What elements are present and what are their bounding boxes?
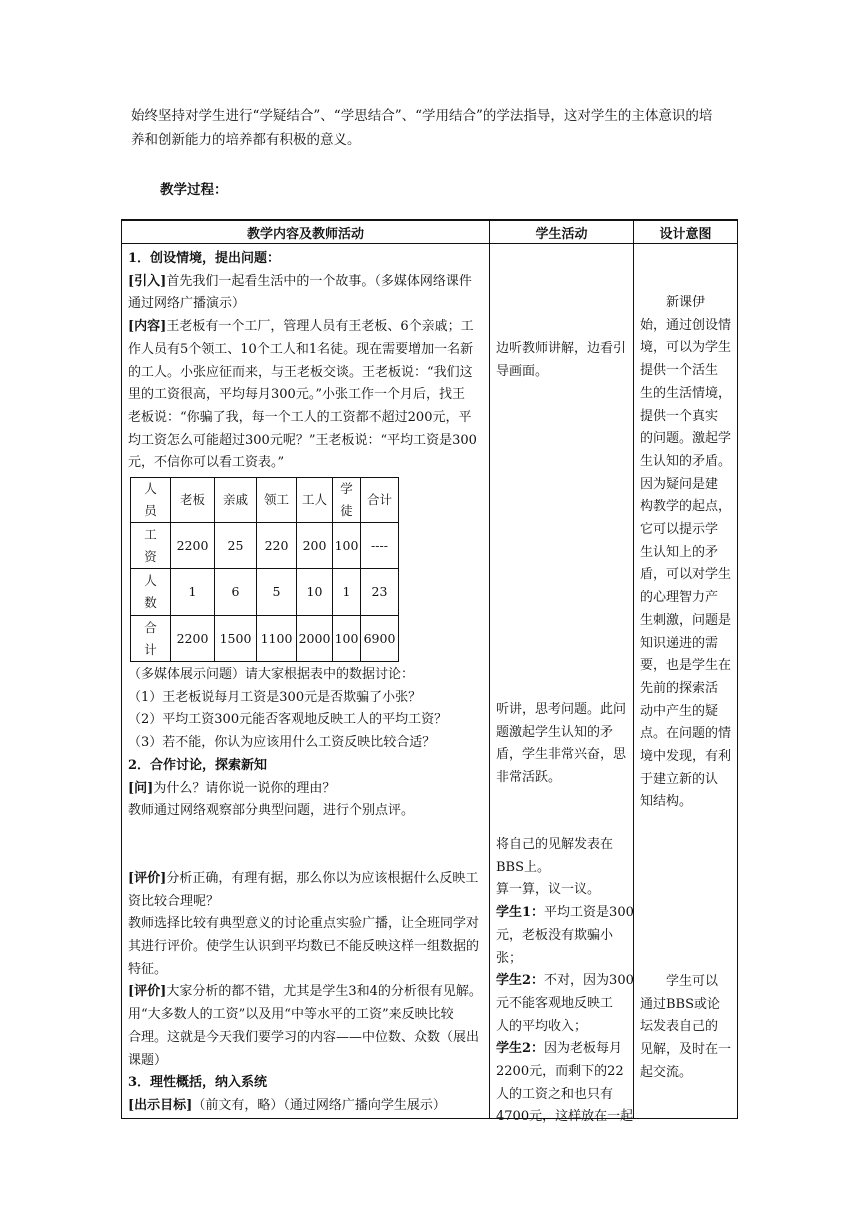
student-text-line: 算一算，议一议。 — [496, 882, 601, 898]
salary-cell: 1500 — [215, 616, 257, 662]
salary-cell: 200 — [297, 523, 333, 569]
intent-text-line: 生刺激，问题是 — [640, 612, 732, 628]
student-text-line: 人的平均收入； — [496, 1018, 588, 1034]
intent-text-line: 提供一个活生 — [640, 363, 719, 379]
design-intent-block-1 — [640, 292, 733, 814]
intent-text-line: 提供一个真实 — [640, 408, 719, 424]
salary-header-cell: 合计 — [361, 478, 399, 523]
intent-text-line: 境中发现，有利 — [640, 749, 732, 765]
student-text-line: 听讲，思考问题。此问 — [496, 702, 627, 717]
intent-text-line: 境，可以为学生 — [640, 340, 732, 356]
question-1: （1）王老板说每月工资是300元是否欺骗了小张？ — [128, 689, 422, 705]
intent-text-line: 学生可以 — [666, 974, 719, 989]
intent-text-line: 的问题。激起学 — [640, 431, 732, 447]
intent-text-line: 通过BBS或论 — [640, 996, 721, 1012]
salary-row — [131, 616, 399, 662]
student-text-line: 2200元，而剩下的22 — [496, 1064, 624, 1080]
salary-table — [130, 477, 399, 662]
intent-text-line: 的心理智力产 — [640, 590, 719, 606]
student-text-line: 导画面。 — [496, 363, 549, 379]
salary-header-cell: 学徒 — [333, 478, 361, 523]
intent-text-line: 生的生活情境， — [640, 385, 732, 401]
student-text-line: 4700元，这样放在一起 — [496, 1109, 634, 1125]
salary-cell: 2000 — [297, 616, 333, 662]
student-1-line: 学生1：平均工资是300 — [496, 905, 634, 921]
question-2: （2）平均工资300元能否客观地反映工人的平均工资？ — [128, 712, 448, 728]
student-text-line: 边听教师讲解，边看引 — [496, 341, 627, 356]
question-3: （3）若不能，你认为应该用什么工资反映比较合适？ — [128, 735, 436, 751]
student-text-line: 将自己的见解发表在 — [496, 837, 614, 852]
intro-line-1: 始终坚持对学生进行“学疑结合”、“学思结合”、“学用结合”的学法指导，这对学生的主体意识的培 — [131, 108, 713, 124]
intent-text-line: 知识递进的需 — [640, 635, 719, 651]
yinru-line-1: [引入]首先我们一起看生活中的一个故事。（多媒体网络课件 — [128, 273, 472, 289]
student-activity-block-3 — [496, 834, 634, 1129]
salary-cell: 100 — [333, 616, 361, 662]
wen-line: [问]为什么？请你说一说你的理由？ — [128, 780, 336, 796]
pingjia-1-line-1: [评价]分析正确，有理有据，那么你以为应该根据什么反映工 — [128, 870, 479, 886]
salary-cell: 1100 — [257, 616, 297, 662]
student-text-line: 人的工资之和也只有 — [496, 1086, 614, 1102]
student-2b-line: 学生2：因为老板每月 — [496, 1041, 623, 1057]
teacher-activity-cell — [122, 244, 490, 1119]
salary-cell: 6 — [215, 569, 257, 616]
student-text-line: BBS上。 — [496, 859, 551, 875]
student-activity-block-1 — [496, 338, 629, 383]
student-text-line: 元，老板没有欺骗小 — [496, 927, 614, 943]
student-text-line: 盾，学生非常兴奋，思 — [496, 747, 627, 763]
intent-text-line: 它可以提示学 — [640, 522, 719, 538]
pingjia-2-line-2: 用“大多数人的工资”以及用“中等水平的工资”来反映比较 — [128, 1007, 454, 1023]
salary-row — [131, 569, 399, 616]
salary-row — [131, 523, 399, 569]
salary-row-label: 合计 — [131, 616, 171, 662]
intent-text-line: 坛发表自己的 — [640, 1019, 719, 1035]
design-intent-block-2 — [640, 971, 733, 1085]
salary-row-label: 工资 — [131, 523, 171, 569]
intent-text-line: 先前的探索活 — [640, 680, 719, 696]
salary-cell: 5 — [257, 569, 297, 616]
intent-text-line: 始，通过创设情 — [640, 317, 732, 333]
design-intent-cell — [634, 244, 738, 1119]
intent-text-line: 于建立新的认 — [640, 771, 719, 787]
salary-header-cell: 工人 — [297, 478, 333, 523]
intent-text-line: 构教学的起点， — [640, 499, 732, 515]
intent-text-line: 点。在问题的情 — [640, 726, 732, 742]
intent-text-line: 要，也是学生在 — [640, 658, 732, 674]
discussion-intro: （多媒体展示问题）请大家根据表中的数据讨论： — [128, 667, 415, 683]
yinru-line-2: 通过网络广播演示） — [128, 296, 246, 312]
student-text-line: 元不能客观地反映工 — [496, 995, 614, 1011]
neirong-line-4: 里的工资很高，平均每月300元。”小张工作一个月后，找王 — [128, 387, 465, 403]
intent-text-line: 生认知的矛盾。 — [640, 453, 732, 469]
salary-header-cell: 领工 — [257, 478, 297, 523]
student-text-line: 题激起学生认知的矛 — [496, 724, 614, 740]
intent-text-line: 盾，可以对学生 — [640, 567, 732, 583]
student-activity-cell — [490, 244, 634, 1125]
lesson-table — [121, 219, 738, 1125]
intent-text-line: 见解，及时在一 — [640, 1042, 732, 1058]
student-2-line: 学生2：不对，因为300 — [496, 973, 634, 989]
pingjia-2-line-4: 课题） — [128, 1052, 168, 1068]
salary-header-cell: 亲戚 — [215, 478, 257, 523]
neirong-line-7: 元，不信你可以看工资表。” — [128, 455, 285, 471]
choose-line-3: 特征。 — [128, 961, 168, 977]
neirong-line-5: 老板说：“你骗了我，每一个工人的工资都不超过200元，平 — [128, 409, 472, 425]
student-text-line: 张； — [496, 950, 523, 966]
intent-text-line: 动中产生的疑 — [640, 703, 719, 719]
intent-text-line: 起交流。 — [640, 1064, 693, 1080]
salary-cell: 1 — [171, 569, 215, 616]
section-heading: 教学过程： — [160, 182, 228, 198]
header-intent: 设计意图 — [634, 220, 738, 244]
neirong-line-1: [内容]王老板有一个工厂，管理人员有王老板、6个亲戚；工 — [128, 319, 474, 335]
salary-cell: 220 — [257, 523, 297, 569]
section-2-title: 2．合作讨论，探索新知 — [128, 757, 268, 773]
intent-text-line: 知结构。 — [640, 794, 693, 810]
choose-line-2: 其进行评价。使学生认识到平均数已不能反映这样一组数据的 — [128, 939, 480, 955]
salary-cell: 10 — [297, 569, 333, 616]
student-activity-block-2 — [496, 699, 629, 790]
salary-cell: 25 — [215, 523, 257, 569]
intent-text-line: 新课伊 — [666, 295, 706, 310]
student-text-line: 非常活跃。 — [496, 770, 562, 786]
observe-line: 教师通过网络观察部分典型问题，进行个别点评。 — [128, 803, 415, 819]
header-content: 教学内容及教师活动 — [122, 220, 490, 244]
salary-cell: 2200 — [171, 523, 215, 569]
salary-row-label: 人数 — [131, 569, 171, 616]
neirong-line-6: 均工资怎么可能超过300元呢？”王老板说：“平均工资是300 — [128, 432, 477, 448]
salary-cell: ---- — [361, 523, 399, 569]
intent-text-line: 因为疑问是建 — [640, 476, 719, 492]
salary-cell: 6900 — [361, 616, 399, 662]
goal-line: [出示目标]（前文有，略）（通过网络广播向学生展示） — [128, 1097, 446, 1113]
neirong-line-2: 作人员有5个领工、10个工人和1名徒。现在需要增加一名新 — [128, 341, 474, 357]
salary-cell: 1 — [333, 569, 361, 616]
salary-cell: 23 — [361, 569, 399, 616]
salary-header-cell: 老板 — [171, 478, 215, 523]
neirong-line-3: 的工人。小张应征而来，与王老板交谈。王老板说：“我们这 — [128, 364, 473, 380]
intro-line-2: 养和创新能力的培养都有积极的意义。 — [131, 132, 361, 148]
salary-cell: 100 — [333, 523, 361, 569]
pingjia-1-line-2: 资比较合理呢？ — [128, 893, 220, 909]
intent-text-line: 生认知上的矛 — [640, 544, 719, 560]
pingjia-2-line-3: 合理。这就是今天我们要学习的内容——中位数、众数（展出 — [128, 1029, 480, 1045]
section-1-title: 1．创设情境，提出问题： — [128, 251, 281, 266]
salary-header-cell: 人员 — [131, 478, 171, 523]
pingjia-2-line-1: [评价]大家分析的都不错，尤其是学生3和4的分析很有见解。 — [128, 984, 482, 1000]
intro-paragraph — [131, 104, 741, 152]
choose-line-1: 教师选择比较有典型意义的讨论重点实验广播，让全班同学对 — [128, 916, 480, 932]
salary-cell: 2200 — [171, 616, 215, 662]
section-3-title: 3．理性概括，纳入系统 — [128, 1075, 268, 1091]
header-student: 学生活动 — [490, 220, 634, 244]
